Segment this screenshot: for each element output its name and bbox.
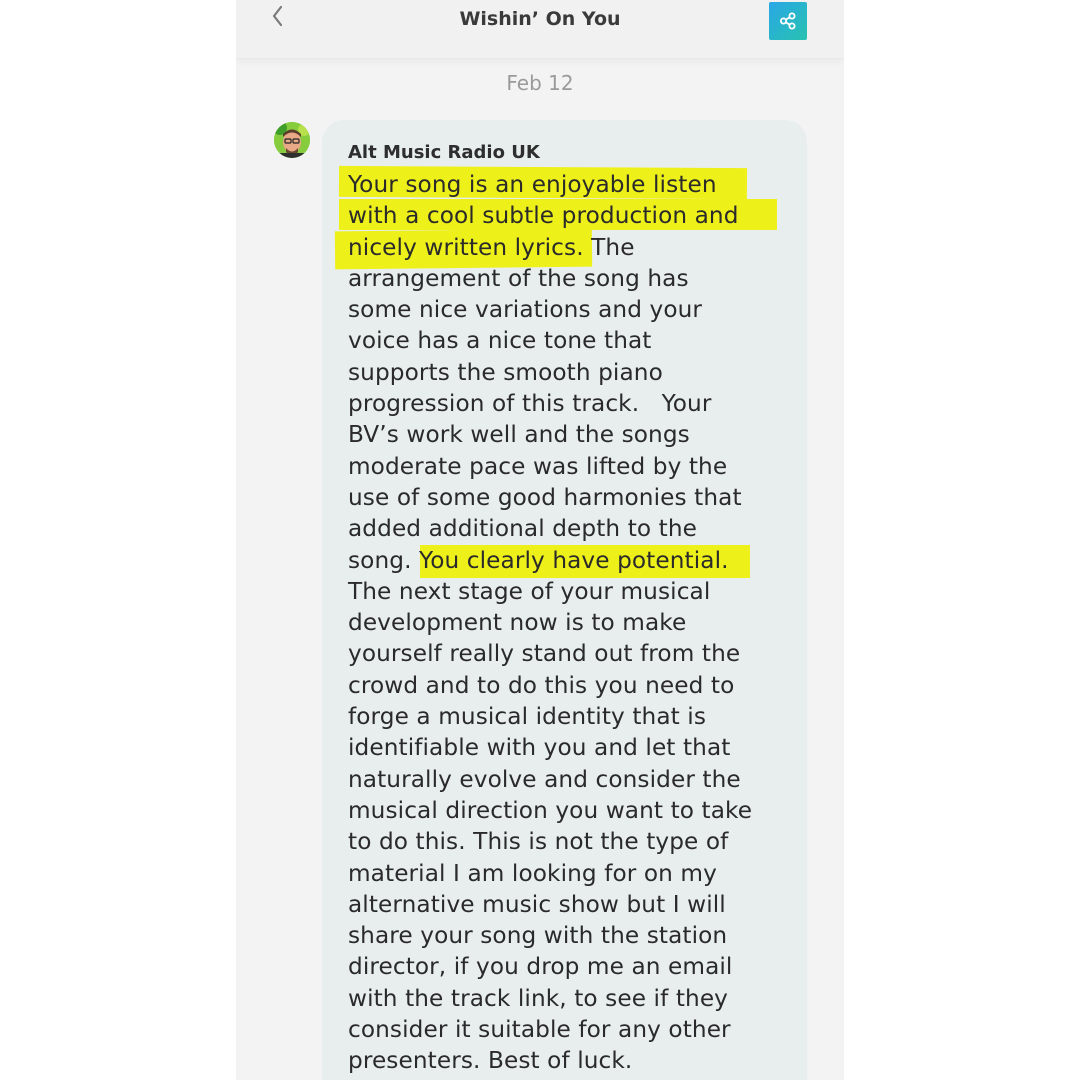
message-line: some nice variations and your — [348, 296, 703, 324]
page-title: Wishin’ On You — [459, 8, 621, 30]
message-line: with a cool subtle production and — [348, 202, 739, 230]
message-line: to do this. This is not the type of — [348, 828, 729, 856]
message-line: alternative music show but I will — [348, 890, 726, 918]
message-line — [348, 545, 798, 576]
message-line: share your song with the station — [348, 922, 728, 950]
message-line: arrangement of the song has — [348, 264, 689, 292]
message-line: The next stage of your musical — [348, 577, 711, 605]
app-header — [236, 0, 844, 59]
message-line: Your song is an enjoyable listen — [348, 171, 717, 198]
message-line-part: nicely written lyrics. — [348, 233, 584, 261]
message-line: consider it suitable for any other — [348, 1016, 731, 1044]
message-line: director, if you drop me an email — [348, 953, 733, 981]
message-line — [348, 232, 798, 263]
message-line: musical direction you want to take — [348, 796, 753, 824]
message-line-part: The — [591, 233, 635, 261]
message-line: material I am looking for on my — [348, 859, 717, 887]
avatar-face-icon — [274, 122, 310, 158]
sender-name: Alt Music Radio UK — [348, 142, 540, 163]
message-line-part: song. — [348, 546, 412, 574]
message-line: yourself really stand out from the — [348, 640, 741, 668]
message-bubble — [322, 120, 807, 1080]
message-line: identifiable with you and let that — [348, 734, 731, 762]
message-line: forge a musical identity that is — [348, 703, 707, 731]
phone-screen — [236, 0, 844, 1080]
share-icon — [779, 12, 797, 30]
message-line: BV’s work well and the songs — [348, 421, 690, 449]
message-line: development now is to make — [348, 609, 687, 637]
message-text — [348, 169, 798, 1077]
message-line: use of some good harmonies that — [348, 483, 742, 511]
message-line: voice has a nice tone that — [348, 327, 652, 355]
message-line: progression of this track. Your — [348, 390, 712, 418]
date-divider: Feb 12 — [506, 71, 574, 95]
message-line: with the track link, to see if they — [348, 984, 729, 1012]
message-line: naturally evolve and consider the — [348, 765, 741, 793]
avatar[interactable] — [274, 122, 310, 158]
message-line: presenters. Best of luck. — [348, 1047, 633, 1075]
message-line: moderate pace was lifted by the — [348, 452, 728, 480]
message-line: crowd and to do this you need to — [348, 671, 735, 699]
message-line: added additional depth to the — [348, 515, 697, 543]
share-button[interactable] — [769, 2, 807, 40]
message-line-part: You clearly have potential. — [419, 546, 729, 574]
message-line: supports the smooth piano — [348, 358, 663, 386]
